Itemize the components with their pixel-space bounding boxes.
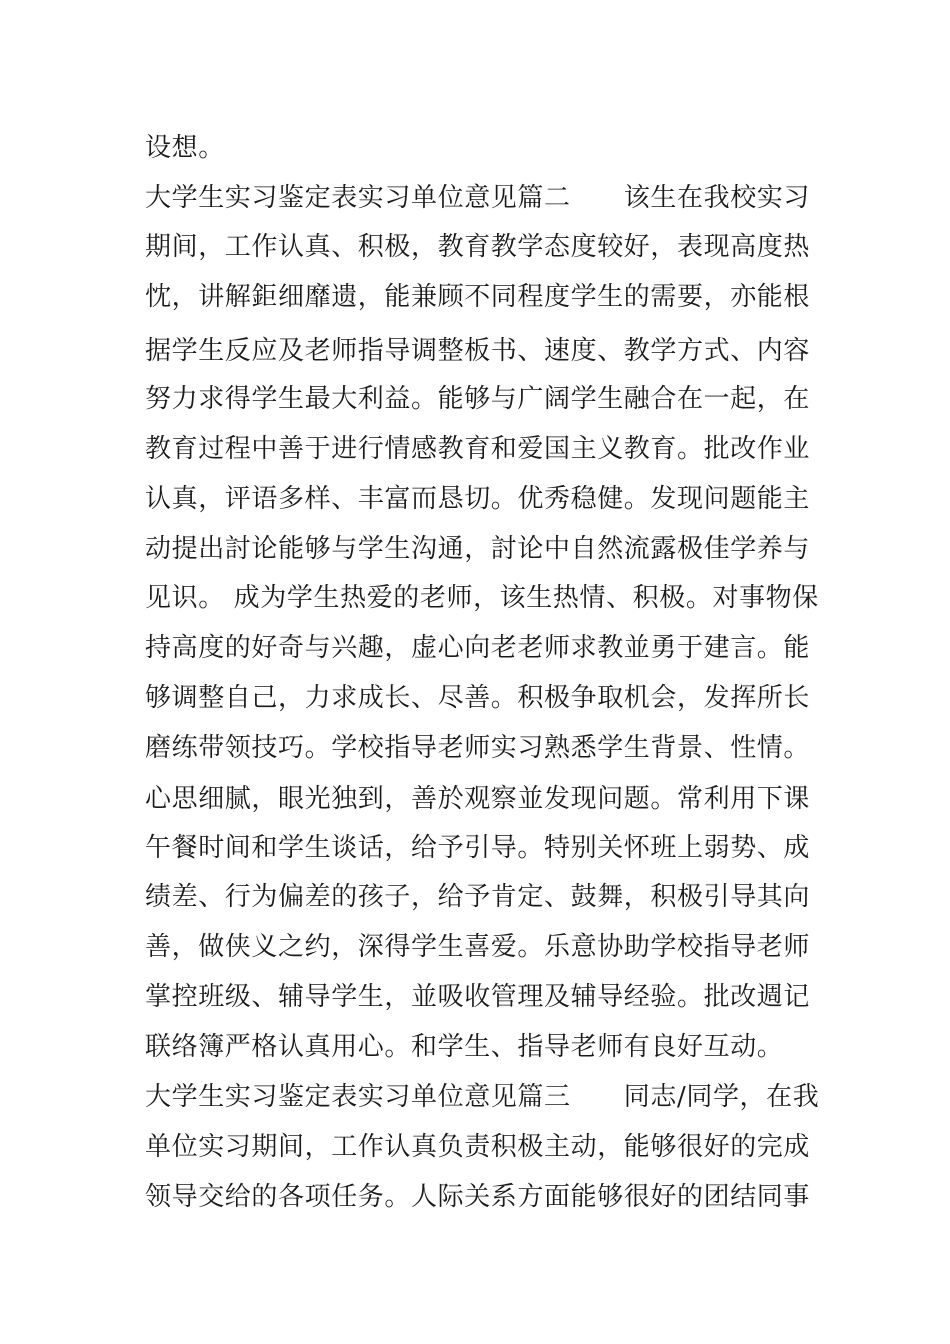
text-line: 认真，评语多样、丰富而恳切。优秀稳健。发现问题能主 (145, 484, 811, 514)
text-line: 磨练带领技巧。学校指导老师实习熟悉学生背景、性情。 (145, 733, 811, 763)
text-line: 大学生实习鉴定表实习单位意见篇二 该生在我校实习 (145, 183, 811, 213)
text-line: 善，做侠义之约，深得学生喜爱。乐意协助学校指导老师 (145, 932, 811, 962)
text-line: 单位实习期间，工作认真负责积极主动，能够很好的完成 (145, 1132, 811, 1162)
text-line: 持高度的好奇与兴趣，虚心向老老师求教並勇于建言。能 (145, 633, 811, 663)
text-line: 设想。 (145, 133, 225, 163)
text-line: 见识。 成为学生热爱的老师，该生热情、积极。对事物保 (145, 583, 819, 613)
text-line: 忱，讲解鉅细靡遗，能兼顾不同程度学生的需要，亦能根 (145, 282, 811, 312)
text-line: 联络簿严格认真用心。和学生、指导老师有良好互动。 (145, 1032, 784, 1062)
text-line: 绩差、行为偏差的孩子，给予肯定、鼓舞，积极引导其向 (145, 882, 811, 912)
text-line: 大学生实习鉴定表实习单位意见篇三 同志/同学，在我 (145, 1082, 820, 1112)
text-line: 领导交给的各项任务。人际关系方面能够很好的团结同事 (145, 1182, 811, 1212)
text-line: 掌控班级、辅导学生，並吸收管理及辅导经验。批改週记 (145, 982, 811, 1012)
text-line: 据学生反应及老师指导调整板书、速度、教学方式、内容 (145, 336, 811, 366)
text-line: 心思细腻，眼光独到，善於观察並发现问题。常利用下课 (145, 784, 811, 814)
text-line: 够调整自己，力求成长、尽善。积极争取机会，发挥所长 (145, 683, 811, 713)
text-line: 午餐时间和学生谈话，给予引导。特别关怀班上弱势、成 (145, 833, 811, 863)
text-line: 动提出討论能够与学生沟通，討论中自然流露极佳学养与 (145, 534, 811, 564)
text-line: 教育过程中善于进行情感教育和爱国主义教育。批改作业 (145, 434, 811, 464)
text-line: 努力求得学生最大利益。能够与广阔学生融合在一起，在 (145, 384, 811, 414)
text-line: 期间，工作认真、积极，教育教学态度较好，表现高度热 (145, 232, 811, 262)
